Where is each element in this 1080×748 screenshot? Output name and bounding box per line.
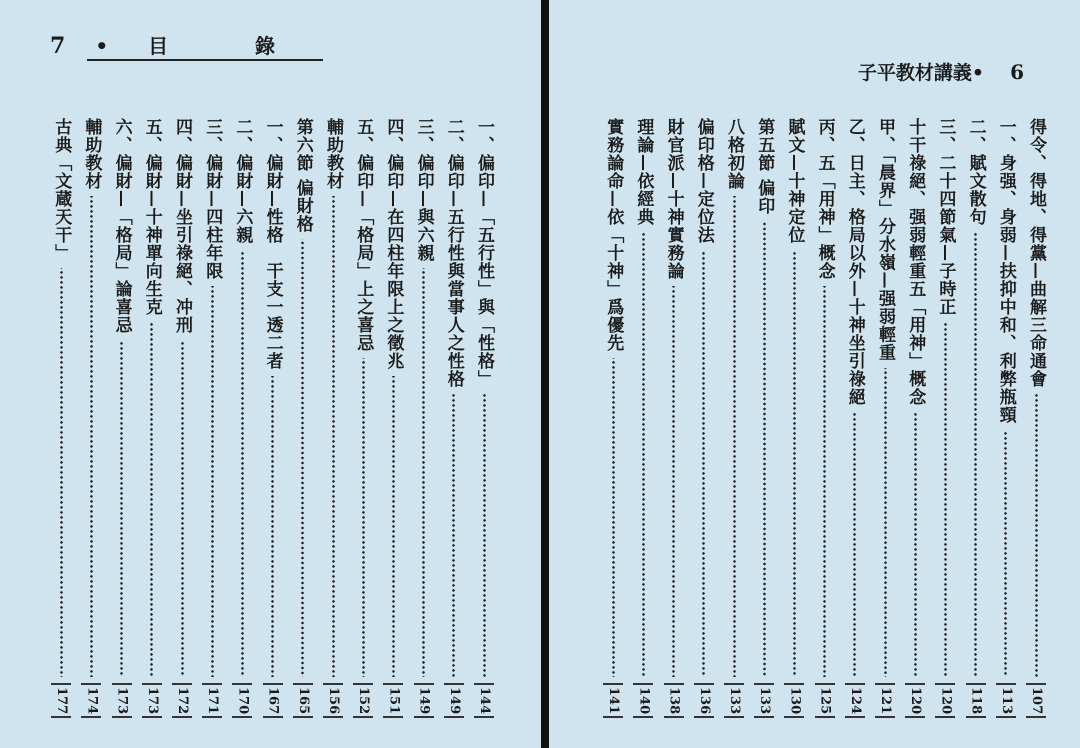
- toc-entry-page: 133: [754, 683, 774, 718]
- toc-entry-page: 138: [664, 683, 684, 718]
- toc-entry-page: 144: [474, 683, 494, 718]
- toc-entry: [601, 118, 625, 718]
- toc-entry-title: 四、偏印—在四柱年限上之徵兆: [383, 118, 404, 370]
- toc-entry-title: 十干祿絕、强弱輕重五「用神」概念: [905, 118, 926, 406]
- toc-entry-title: 輔助教材: [81, 118, 102, 190]
- toc-entry-page: 113: [996, 683, 1016, 718]
- toc-entry: [843, 118, 867, 718]
- toc-entry-title: 甲、「晨界」分水嶺—强弱輕重: [875, 118, 895, 362]
- dot-leader: [483, 394, 486, 677]
- dot-leader: [733, 196, 736, 677]
- toc-entry-title: 一、偏印—「五行性」與「性格」: [474, 118, 494, 388]
- toc-entry: [442, 118, 466, 718]
- toc-entry-page: 173: [112, 683, 132, 718]
- toc-entry: [752, 118, 776, 718]
- toc-entry: [230, 118, 254, 718]
- toc-entry-page: 133: [724, 683, 744, 718]
- toc-entry-title: 偏印格—定位法: [693, 118, 714, 244]
- toc-entry: [813, 118, 837, 718]
- right-page-number: 6: [1010, 60, 1024, 84]
- dot-leader: [362, 358, 365, 677]
- toc-entry: [79, 118, 103, 718]
- toc-entry-title: 一、偏財—性格 干支一透二者: [262, 118, 283, 370]
- left-page-header: [50, 30, 323, 61]
- right-page-title: 子平教材講義•: [857, 62, 985, 84]
- dot-leader: [60, 268, 63, 677]
- toc-entry-page: 171: [202, 683, 222, 718]
- toc-entry-page: 118: [966, 683, 986, 718]
- toc-entry-title: 第五節 偏印: [754, 118, 775, 215]
- toc-entry: [170, 118, 194, 718]
- toc-entry: [692, 118, 716, 718]
- toc-entry-title: 五、偏財—十神單向生克: [141, 118, 162, 316]
- toc-entry-page: 149: [444, 683, 464, 718]
- dot-leader: [120, 340, 123, 677]
- toc-entry-page: 149: [414, 683, 434, 718]
- book-spine: [541, 0, 549, 748]
- toc-entry-page: 152: [353, 683, 373, 718]
- dot-leader: [1004, 430, 1007, 677]
- toc-entry-title: 賦文—十神定位: [784, 118, 805, 244]
- toc-entry-page: 174: [81, 683, 101, 718]
- dot-leader: [392, 376, 395, 677]
- toc-entry-page: 156: [323, 683, 343, 718]
- dot-leader: [793, 250, 796, 677]
- dot-leader: [422, 268, 425, 677]
- dot-leader: [853, 412, 856, 677]
- toc-entry: [631, 118, 655, 718]
- dot-leader: [211, 286, 214, 677]
- toc-entry-page: 124: [845, 683, 865, 718]
- dot-leader: [672, 286, 675, 677]
- toc-entry: [351, 118, 375, 718]
- toc-entry-page: 167: [263, 683, 283, 718]
- toc-entry-title: 三、偏印—與六親: [413, 118, 434, 262]
- toc-entry-page: 173: [142, 683, 162, 718]
- toc-entry-title: 第六節 偏財格: [292, 118, 313, 233]
- toc-entry: [933, 118, 957, 718]
- dot-leader: [702, 250, 705, 677]
- toc-entry-page: 165: [293, 683, 313, 718]
- toc-entry: [200, 118, 224, 718]
- dot-leader: [612, 358, 615, 677]
- toc-entry-page: 172: [172, 683, 192, 718]
- dot-leader: [181, 340, 184, 677]
- toc-entry-title: 一、身强、身弱—扶抑中和、利弊瓶頸: [995, 118, 1016, 424]
- toc-entry-title: 得令、得地、得黨—曲解三命通會: [1026, 118, 1046, 388]
- toc-entry-page: 151: [383, 683, 403, 718]
- left-page-title: •目 錄: [87, 30, 323, 61]
- toc-entry: [472, 118, 496, 718]
- toc-entry-page: 107: [1026, 683, 1046, 718]
- toc-entry: [964, 118, 988, 718]
- toc-entry-page: 170: [232, 683, 252, 718]
- dot-leader: [90, 196, 93, 677]
- toc-entry: [49, 118, 73, 718]
- toc-entry-page: 120: [905, 683, 925, 718]
- dot-leader: [944, 322, 947, 677]
- right-page: [552, 0, 1080, 748]
- toc-entry-title: 六、偏財—「格局」論喜忌: [111, 118, 132, 334]
- toc-entry: [1024, 118, 1048, 718]
- toc-entry-title: 五、偏印—「格局」上之喜忌: [353, 118, 374, 352]
- toc-entry-page: 136: [694, 683, 714, 718]
- toc-entry-title: 四、偏財—坐引祿絕、冲刑: [172, 118, 192, 334]
- dot-leader: [241, 250, 244, 677]
- dot-leader: [914, 412, 917, 677]
- toc-entry-title: 乙、日主、格局以外—十神坐引祿絕: [844, 118, 865, 406]
- toc-entry: [782, 118, 806, 718]
- toc-entry-title: 二、偏印—五行性與當事人之性格: [443, 118, 464, 388]
- toc-entry-page: 177: [51, 683, 71, 718]
- dot-leader: [823, 286, 826, 677]
- toc-entry-page: 141: [603, 683, 623, 718]
- toc-entry-title: 三、二十四節氣—子時正: [935, 118, 956, 316]
- toc-entry-title: 理論—依經典: [633, 118, 654, 226]
- toc-entry: [110, 118, 134, 718]
- toc-entry: [321, 118, 345, 718]
- toc-entry: [903, 118, 927, 718]
- dot-leader: [884, 368, 887, 677]
- toc-entry: [873, 118, 897, 718]
- dot-leader: [1035, 394, 1038, 677]
- toc-entry-title: 二、賦文散句: [965, 118, 986, 226]
- toc-entry: [722, 118, 746, 718]
- dot-leader: [642, 232, 645, 677]
- dot-leader: [452, 394, 455, 677]
- toc-entry-page: 125: [815, 683, 835, 718]
- toc-entry-page: 130: [784, 683, 804, 718]
- toc-entry: [994, 118, 1018, 718]
- toc-entry: [291, 118, 315, 718]
- left-page-number: 7: [50, 33, 66, 59]
- dot-leader: [332, 196, 335, 677]
- dot-leader: [763, 221, 766, 677]
- toc-entry-title: 實務論命—依「十神」爲優先: [603, 118, 624, 352]
- dot-leader: [271, 376, 274, 677]
- toc-entry-title: 輔助教材: [323, 118, 343, 190]
- toc-entry-page: 140: [633, 683, 653, 718]
- dot-leader: [150, 322, 153, 677]
- toc-entry-title: 三、偏財—四柱年限: [202, 118, 223, 280]
- toc-entry: [381, 118, 405, 718]
- toc-entry-page: 121: [875, 683, 895, 718]
- toc-entry: [662, 118, 686, 718]
- right-page-header: [858, 58, 1024, 85]
- toc-entry-title: 丙、五「用神」概念: [814, 118, 835, 280]
- toc-entry-title: 古典「文蔵天干」: [51, 118, 72, 262]
- toc-entry-title: 八格初論: [724, 118, 744, 190]
- dot-leader: [974, 232, 977, 677]
- toc-entry: [140, 118, 164, 718]
- toc-entry-title: 財官派—十神實務論: [663, 118, 684, 280]
- toc-entry: [412, 118, 436, 718]
- toc-entry-title: 二、偏財—六親: [232, 118, 253, 244]
- toc-entry-page: 120: [935, 683, 955, 718]
- dot-leader: [301, 239, 304, 677]
- toc-entry: [261, 118, 285, 718]
